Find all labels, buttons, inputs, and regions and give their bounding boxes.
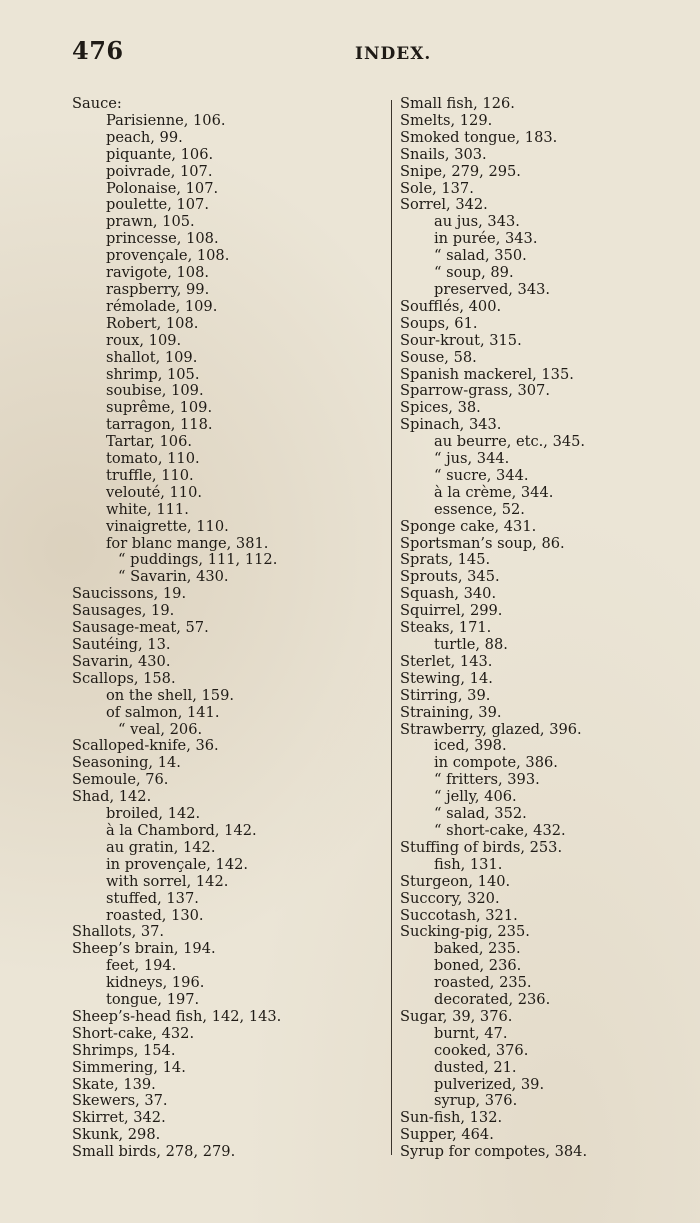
index-entry: Sheep’s-head fish, 142, 143. xyxy=(72,1007,282,1025)
index-subentry: feet, 194. xyxy=(106,957,177,975)
index-subentry: Polonaise, 107. xyxy=(106,179,219,197)
index-entry: Succotash, 321. xyxy=(400,906,518,924)
index-subentry: poulette, 107. xyxy=(106,196,209,214)
index-entry: Stuffing of birds, 253. xyxy=(400,838,563,856)
index-subentry: dusted, 21. xyxy=(434,1058,517,1076)
index-subentry: tomato, 110. xyxy=(106,450,200,468)
index-entry: Snails, 303. xyxy=(400,145,487,163)
index-subentry: suprême, 109. xyxy=(106,399,213,417)
index-entry: Straining, 39. xyxy=(400,703,502,721)
index-entry: Sausages, 19. xyxy=(72,602,175,620)
index-subentry: on the shell, 159. xyxy=(106,686,234,704)
index-subentry: “ sucre, 344. xyxy=(434,466,529,484)
index-entry: Sole, 137. xyxy=(400,179,474,197)
index-subentry: in compote, 386. xyxy=(434,754,558,772)
index-subentry: provençale, 108. xyxy=(106,247,230,265)
index-subentry: “ salad, 350. xyxy=(434,247,527,265)
index-subentry: of salmon, 141. xyxy=(106,703,220,721)
index-subentry: burnt, 47. xyxy=(434,1024,508,1042)
column-divider xyxy=(391,100,392,1155)
index-entry: Sponge cake, 431. xyxy=(400,517,537,535)
index-subentry: roasted, 130. xyxy=(106,906,204,924)
index-entry: Sorrel, 342. xyxy=(400,196,488,214)
index-subentry: preserved, 343. xyxy=(434,280,551,298)
index-subentry: prawn, 105. xyxy=(106,213,195,231)
index-subentry: roasted, 235. xyxy=(434,974,532,992)
index-entry: Stewing, 14. xyxy=(400,669,493,687)
index-entry: Short-cake, 432. xyxy=(72,1024,195,1042)
index-entry: Succory, 320. xyxy=(400,889,500,907)
index-subentry: raspberry, 99. xyxy=(106,280,210,298)
index-entry: Sausage-meat, 57. xyxy=(72,619,209,637)
index-entry: Smoked tongue, 183. xyxy=(400,128,558,146)
index-subentry: vinaigrette, 110. xyxy=(106,517,229,535)
index-subentry: fish, 131. xyxy=(434,855,503,873)
index-subentry: peach, 99. xyxy=(106,128,183,146)
index-subentry: rémolade, 109. xyxy=(106,297,218,315)
index-subentry: au jus, 343. xyxy=(434,213,520,231)
index-subentry: à la crème, 344. xyxy=(434,483,554,501)
index-entry: Sucking-pig, 235. xyxy=(400,923,530,941)
index-subentry: stuffed, 137. xyxy=(106,889,199,907)
index-subentry: “ jus, 344. xyxy=(434,450,510,468)
index-subentry: au gratin, 142. xyxy=(106,838,216,856)
index-subentry: in purée, 343. xyxy=(434,230,538,248)
index-subentry: boned, 236. xyxy=(434,957,522,975)
index-entry: Sprats, 145. xyxy=(400,551,491,569)
index-entry: Savarin, 430. xyxy=(72,652,171,670)
index-entry: Stirring, 39. xyxy=(400,686,491,704)
index-entry: Sautéing, 13. xyxy=(72,636,171,653)
index-entry: Strawberry, glazed, 396. xyxy=(400,720,582,738)
page-number: 476 xyxy=(72,36,124,65)
index-subentry: essence, 52. xyxy=(434,500,525,518)
index-subentry: au beurre, etc., 345. xyxy=(434,433,586,451)
index-entry: Sparrow-grass, 307. xyxy=(400,382,550,400)
index-subentry: for blanc mange, 381. xyxy=(106,534,269,552)
index-subentry: roux, 109. xyxy=(106,331,182,349)
index-entry: Small fish, 126. xyxy=(400,95,515,112)
index-subentry: “ puddings, 111, 112. xyxy=(118,551,278,569)
index-entry: Skewers, 37. xyxy=(72,1092,168,1110)
index-subentry: Robert, 108. xyxy=(106,314,199,332)
index-entry: Squirrel, 299. xyxy=(400,602,503,620)
index-entry: Shad, 142. xyxy=(72,788,152,806)
index-entry: Simmering, 14. xyxy=(72,1058,186,1076)
index-subentry: “ short-cake, 432. xyxy=(434,821,566,839)
index-column-left xyxy=(72,96,372,1161)
index-subentry: “ soup, 89. xyxy=(434,264,514,282)
index-entry: Seasoning, 14. xyxy=(72,754,181,772)
index-entry: Skirret, 342. xyxy=(72,1109,166,1127)
index-entry: Scallops, 158. xyxy=(72,669,176,687)
index-entry: Saucissons, 19. xyxy=(72,585,187,603)
index-subentry: in provençale, 142. xyxy=(106,855,249,873)
index-subentry: “ jelly, 406. xyxy=(434,788,517,806)
index-entry: Smelts, 129. xyxy=(400,111,493,129)
running-head: INDEX. xyxy=(355,44,432,64)
index-subentry: shrimp, 105. xyxy=(106,365,200,383)
index-entry: Sauce: xyxy=(72,95,122,112)
index-subentry: kidneys, 196. xyxy=(106,974,205,992)
index-subentry: broiled, 142. xyxy=(106,805,201,823)
index-entry: Snipe, 279, 295. xyxy=(400,162,521,180)
index-entry: Syrup for compotes, 384. xyxy=(400,1143,588,1161)
index-subentry: white, 111. xyxy=(106,500,189,518)
index-entry: Scalloped-knife, 36. xyxy=(72,737,219,755)
index-entry: Souse, 58. xyxy=(400,348,477,366)
index-entry: Supper, 464. xyxy=(400,1126,494,1144)
index-entry: Sprouts, 345. xyxy=(400,568,500,586)
index-entry: Spices, 38. xyxy=(400,399,481,417)
index-entry: Small birds, 278, 279. xyxy=(72,1143,236,1161)
index-entry: Skunk, 298. xyxy=(72,1126,161,1144)
index-entry: Shrimps, 154. xyxy=(72,1041,176,1059)
index-subentry: “ fritters, 393. xyxy=(434,771,540,789)
index-subentry: Parisienne, 106. xyxy=(106,111,226,129)
index-entry: Squash, 340. xyxy=(400,585,497,603)
index-subentry: with sorrel, 142. xyxy=(106,872,229,890)
index-subentry: ravigote, 108. xyxy=(106,264,209,282)
index-subentry: pulverized, 39. xyxy=(434,1075,545,1093)
index-subentry: baked, 235. xyxy=(434,940,521,958)
index-subentry: soubise, 109. xyxy=(106,382,204,400)
index-subentry: syrup, 376. xyxy=(434,1092,518,1110)
index-entry: Sugar, 39, 376. xyxy=(400,1007,513,1025)
index-subentry: tarragon, 118. xyxy=(106,416,213,434)
index-subentry: shallot, 109. xyxy=(106,348,198,366)
index-subentry: Tartar, 106. xyxy=(106,433,192,451)
index-subentry: piquante, 106. xyxy=(106,145,214,163)
index-entry: Shallots, 37. xyxy=(72,923,165,941)
index-subentry: princesse, 108. xyxy=(106,230,219,248)
index-subentry: decorated, 236. xyxy=(434,991,551,1009)
index-subentry: poivrade, 107. xyxy=(106,162,213,180)
index-subentry: tongue, 197. xyxy=(106,991,200,1009)
index-entry: Spanish mackerel, 135. xyxy=(400,365,574,383)
index-entry: Sturgeon, 140. xyxy=(400,872,511,890)
index-entry: Sterlet, 143. xyxy=(400,652,493,670)
index-subentry: “ Savarin, 430. xyxy=(118,568,229,586)
index-subentry: iced, 398. xyxy=(434,737,507,755)
index-subentry: truffle, 110. xyxy=(106,466,194,484)
index-subentry: turtle, 88. xyxy=(434,636,508,653)
index-column-right xyxy=(400,96,690,1161)
index-entry: Soufflés, 400. xyxy=(400,297,502,315)
index-entry: Spinach, 343. xyxy=(400,416,502,434)
index-entry: Sportsman’s soup, 86. xyxy=(400,534,565,552)
index-subentry: velouté, 110. xyxy=(106,483,203,501)
index-subentry: cooked, 376. xyxy=(434,1041,529,1059)
index-subentry: à la Chambord, 142. xyxy=(106,821,257,839)
index-entry: Skate, 139. xyxy=(72,1075,156,1093)
index-entry: Sour-krout, 315. xyxy=(400,331,522,349)
index-subentry: “ veal, 206. xyxy=(118,720,203,738)
index-entry: Sheep’s brain, 194. xyxy=(72,940,216,958)
index-entry: Semoule, 76. xyxy=(72,771,169,789)
index-entry: Soups, 61. xyxy=(400,314,478,332)
index-entry: Sun-fish, 132. xyxy=(400,1109,503,1127)
index-entry: Steaks, 171. xyxy=(400,619,492,637)
index-subentry: “ salad, 352. xyxy=(434,805,527,823)
